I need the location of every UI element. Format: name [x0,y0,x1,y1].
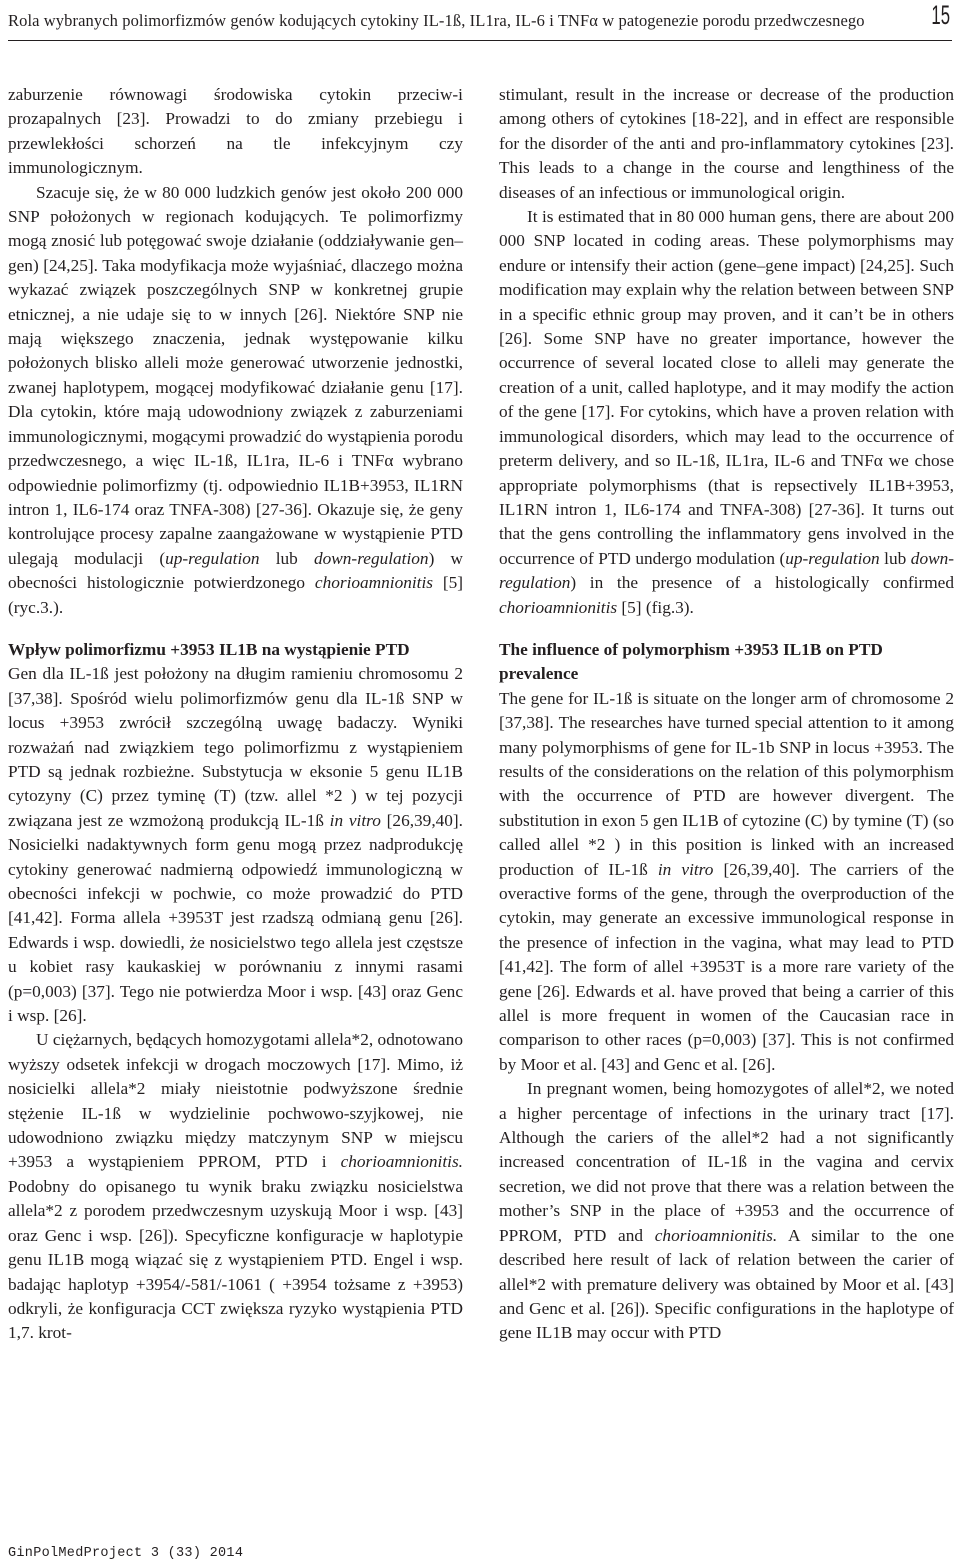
paragraph [8,1028,463,1345]
page-number: 15 [931,0,950,30]
running-header [8,0,952,41]
paragraph [499,687,954,1078]
paragraph [499,1077,954,1345]
paragraph: zaburzenie równowagi środowiska cytokin przeciw-i prozapalnych [23]. Prowadzi to do zmiany przebiegu i przewlekłości schorzeń na tle infekcyjnym czy immunologicznym. [8,85,463,178]
paragraph-text: ) w obecności histologicznie potwierdzonego [8,548,463,593]
paragraph-text: In pregnant women, being homozygotes of allel*2, we noted a higher percentage of infections in the urinary tract [17]. Although the cariers of the allel*2 had a not significantly increased concentration of IL-1ß in the vagina and cervix secretion, we did not prove that there was a relation between the mother’s SNP in the place of +3953 and the occurrence of PPROM, PTD and [499,1079,954,1245]
emphasis: down-regulation [313,548,429,568]
emphasis: in vitro [329,810,381,830]
journal-footer: GinPolMedProject 3 (33) 2014 [8,1546,244,1561]
paragraph-text: lub [879,548,911,568]
running-title: Rola wybranych polimorfizmów genów kodujących cytokiny IL-1ß, IL1ra, IL-6 i TNFα w patogenezie porodu przedwczesnego [8,11,865,30]
paragraph-text: Gen dla IL-1ß jest położony na długim ramieniu chromosomu 2 [37,38]. Spośród wielu polimorfizmów genu dla IL-1ß SNP w locus +3953 zwrócił szczególną uwagę badaczy. Wyniki rozważań nad związkiem tego polimorfizmu z wystąpieniem PTD są jednak rozbieżne. Substytucja w eksonie 5 genu IL1B cytozyny (C) przez tyminę (T) (tzw. allel *2 ) w tej pozycji związana jest ze wzmożoną produkcją IL-1ß [8,664,463,830]
paragraph [499,205,954,620]
emphasis: chorioamnionitis. [340,1152,463,1172]
emphasis: chorioamnionitis [499,597,618,617]
emphasis: up-regulation [785,548,880,568]
polish-text-column [8,83,463,1346]
section-heading: The influence of polymorphism +3953 IL1B on PTD prevalence [499,639,883,684]
english-text-column [499,83,954,1346]
paragraph-text: A similar to the one described here result of lack of relation between the carier of allel*2 with premature delivery was obtained by Moor et al. [43] and Genc et al. [26]). Specific configurations in the haplotype of gene IL1B may occur with PTD [499,1225,954,1343]
emphasis: in vitro [657,859,714,879]
paragraph-text: [26,39,40]. The carriers of the overactive forms of the gene, through the overproduction of the cytokin, may generate an excessive immunological response in the presence of infection in the vagina, what may lead to PTD [41,42]. The form of allel +3953T is a more rare variety of the gene [26]. Edwards et al. have proved that being a carrier of this allel is more frequent in women of the Caucasian race in comparison to other races (p=0,003) [37]. This is not confirmed by Moor et al. [43] and Genc et al. [26]. [499,859,955,1074]
paragraph-text: It is estimated that in 80 000 human gens, there are about 200 000 SNP located in coding areas. These polymorphisms may endure or intensify their action (gene–gene impact) [24,25]. Such modification may explain why the relation between between SNP in a specific ethnic group may proven, and it can’t be in others [26]. Some SNP have no greater importance, however the occurrence of several located close to alleli may generate the creation of a unit, called haplotype, and it may modify the action of the gene [17]. For cytokins, which have a proven relation with immunological disorders, which may lead to the occurrence of preterm delivery, and so IL-1ß, IL1ra, IL-6 and TNFα we chose appropriate polymorphisms (that is repsectively IL1B+3953, IL1RN intron 1, IL6-174 and TNFA-308) [27-36]. It turns out that the gens controlling the inflammatory gens involved in the occurrence of PTD undergo modulation ( [499,207,954,568]
paragraph-text: Szacuje się, że w 80 000 ludzkich genów jest około 200 000 SNP położonych w regionach kodujących. Te polimorfizmy mogą znosić lub potęgować swoje działanie (oddziaływanie gen–gen) [24,25]. Taka modyfikacja może wyjaśniać, dlaczego można wykazać związek poszczególnych SNP w konkretnej grupie etnicznej, a nie udaje się to w innych [26]. Niektóre SNP nie mają większego znaczenia, jednak występowanie kilku położonych blisko alleli może generować utworzenie jednostki, zwanej haplotypem, mogącej modyfikować działanie genu [17]. Dla cytokin, które mają udowodniony związek z zaburzeniami immunologicznymi, mogącymi prowadzić do wystąpienia porodu przedwczesnego, a więc IL-1ß, IL1ra, IL-6 i TNFα wybrano odpowiednie polimorfizmy (tj. odpowiednio IL1B+3953, IL1RN intron 1, IL6-174 oraz TNFA-308) [27-36]. Okazuje się, że geny kontrolujące procesy zapalne zaangażowane w wystąpienie PTD ulegają modulacji ( [8,182,463,568]
paragraph [8,662,463,1028]
emphasis: chorioamnionitis [314,573,433,593]
paragraph: stimulant, result in the increase or decrease of the production among others of cytokines [18-22], and in effect are responsible for the disorder of the anti and pro-inflammatory cytokines [23]. This leads to a change in the course and lengthiness of the diseases of an infectious or immunological origin. [499,85,954,202]
paragraph [8,181,463,620]
paragraph-text: ) in the presence of a histologically confirmed [570,573,954,593]
paragraph-text: [26,39,40]. Nosicielki nadaktywnych form genu mogą przez nadprodukcję cytokiny generować nadmierną odpowiedź immunologiczną w obecności infekcji w pochwie, co może prowadzić do PTD [41,42]. Forma allela +3953T jest rzadszą odmianą genu [26]. Edwards i wsp. dowiedli, że nosicielstwo tego allela jest częstsze u kobiet rasy kaukaskiej w porównaniu z innymi rasami (p=0,003) [37]. Tego nie potwierdza Moor i wsp. [43] oraz Genc i wsp. [26]. [8,810,463,1026]
paragraph-text: lub [259,548,314,568]
emphasis: chorioamnionitis. [654,1225,778,1245]
paragraph-text: The gene for IL-1ß is situate on the longer arm of chromosome 2 [37,38]. The researches have turned special attention to it among many polymorphisms of gene for IL-1b SNP in locus +3953. The results of the considerations on the relation of this polymorphism with the occurrence of PTD are however divergent. The substitution in exon 5 gen IL1B of cytozine (C) by tymine (T) (so called allel *2 ) in this position is linked with an increased production of IL-1ß [499,688,954,879]
paragraph-text: [5] (ryc.3.). [8,573,463,617]
emphasis: up-regulation [165,548,260,568]
paragraph-text: [5] (fig.3). [617,597,694,617]
paragraph-text: Podobny do opisanego tu wynik braku związku nosicielstwa allela*2 z porodem przedwczesnym uzyskują Moor i wsp. [43] oraz Genc i wsp. [26]). Specyficzne konfiguracje w haplotypie genu IL1B mogą wiązać się z wystąpieniem PTD. Engel i wsp. badając haplotyp +3954/-581/-1061 ( +3954 tożsame z +3953) odkryli, że konfiguracja CCT zwiększa ryzyko wystąpienia PTD 1,7. krot- [8,1176,463,1343]
emphasis: down-regulation [499,548,954,593]
section-heading: Wpływ polimorfizmu +3953 IL1B na wystąpienie PTD [8,639,410,659]
paragraph-text: U ciężarnych, będących homozygotami allela*2, odnotowano wyższy odsetek infekcji w drogach moczowych [17]. Mimo, iż nosicielki allela*2 miały nieistotnie podwyższone średnie stężenie IL-1ß w wydzielinie pochwowo-szyjkowej, nie udowodniono związku między matczynym SNP w miejscu +3953 a wystąpieniem PPROM, PTD i [8,1030,463,1172]
